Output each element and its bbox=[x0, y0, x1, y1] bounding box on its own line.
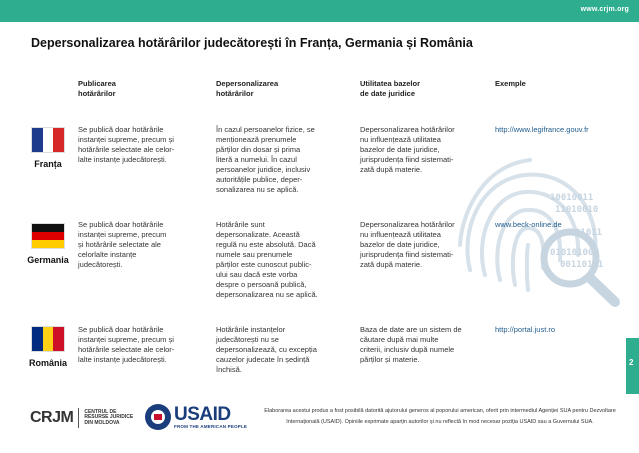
usaid-wordmark: USAID bbox=[174, 404, 231, 425]
france-flag-icon bbox=[31, 127, 65, 153]
binary-text: 10010011 bbox=[550, 193, 594, 203]
country-france bbox=[24, 127, 72, 169]
column-header-publication: Publicarea hotărârilor bbox=[78, 79, 116, 98]
usaid-seal-icon bbox=[145, 404, 171, 430]
crjm-logo-text: CENTRUL DE RESURSE JURIDICE DIN MOLDOVA bbox=[84, 408, 134, 426]
page-number-tab bbox=[626, 338, 639, 394]
binary-text: 010101001 bbox=[550, 248, 599, 258]
funding-disclaimer: Elaborarea acestui produs a fost posibilă datorită ajutorului generos al poporului american, oferit prin intermediul Agenției SUA pentru Dezvoltare Internațională (USAID). Opiniile exprimate aparțin autorilor și nu reflectă în mod necesar poziția USAID sau a Guvernului SUA. bbox=[264, 408, 616, 425]
germany-flag-icon bbox=[31, 223, 65, 249]
country-name: Franța bbox=[34, 159, 62, 169]
cell-publication: Se publică doar hotărârile instanței supreme, precum și hotărârile selectate ale celor- lalte instanțe judecătorești. bbox=[78, 325, 175, 364]
page-title: Depersonalizarea hotărârilor judecătorești în Franța, Germania și România bbox=[31, 36, 473, 50]
logo-divider bbox=[78, 408, 79, 428]
binary-text: 11010010 bbox=[555, 205, 599, 215]
usaid-logo bbox=[145, 404, 247, 430]
example-link-france[interactable]: http://www.legifrance.gouv.fr bbox=[495, 125, 589, 134]
country-name: România bbox=[28, 358, 67, 368]
column-header-examples: Exemple bbox=[495, 79, 526, 88]
usaid-tagline: FROM THE AMERICAN PEOPLE bbox=[174, 424, 248, 429]
romania-flag-icon bbox=[31, 326, 65, 352]
country-romania bbox=[24, 326, 72, 368]
footer bbox=[0, 398, 639, 453]
crjm-logo-mark: CRJM bbox=[30, 409, 74, 426]
binary-text: 01011 bbox=[575, 228, 603, 238]
cell-publication: Se publică doar hotărârile instanței supreme, precum și hotărârile selectate ale celorlalte instanțe judecătorești. bbox=[78, 220, 167, 269]
cell-depersonalization: În cazul persoanelor fizice, se menționează prenumele părților din dosar și prima literă a numelui. În cazul persoanelor juridice, inclusiv autoritățile publice, deper- sonalizarea nu se aplică. bbox=[216, 125, 315, 194]
cell-utility: Depersonalizarea hotărârilor nu influențează utilitatea bazelor de date juridice, jurisprudența fiind sistemati- zată după materie. bbox=[360, 125, 455, 174]
site-url[interactable]: www.crjm.org bbox=[580, 6, 629, 13]
cell-utility: Depersonalizarea hotărârilor nu influențează utilitatea bazelor de date juridice, jurisprudența fiind sistemati- zată după materie. bbox=[360, 220, 455, 269]
cell-publication: Se publică doar hotărârile instanței supreme, precum și hotărârile selectate ale celor- lalte instanțe judecătorești. bbox=[78, 125, 175, 164]
example-link-germany[interactable]: www.beck-online.de bbox=[495, 220, 562, 229]
crjm-logo bbox=[30, 408, 133, 428]
column-header-depersonalization: Depersonalizarea hotărârilor bbox=[216, 79, 279, 98]
cell-utility: Baza de date are un sistem de căutare după mai multe criterii, inclusiv după numele părților și materie. bbox=[360, 325, 462, 364]
column-header-utility: Utilitatea bazelor de date juridice bbox=[360, 79, 421, 98]
cell-depersonalization: Hotărârile instanțelor judecătorești nu se depersonalizează, cu excepția cauzelor judecate în ședință închisă. bbox=[216, 325, 317, 374]
binary-text: 00110101 bbox=[560, 260, 604, 270]
country-name: Germania bbox=[27, 255, 69, 265]
cell-depersonalization: Hotărârile sunt depersonalizate. Această regulă nu este absolută. Dacă numele sau prenumele părților este cunoscut public- ului sau dacă este vorba despre o persoană publică, depersonalizarea nu se aplică. bbox=[216, 220, 318, 299]
country-germany bbox=[24, 223, 72, 265]
fingerprint-magnifier-decoration bbox=[430, 150, 630, 310]
page-number: 2 bbox=[629, 358, 634, 367]
example-link-romania[interactable]: http://portal.just.ro bbox=[495, 325, 556, 334]
top-bar bbox=[0, 0, 639, 22]
